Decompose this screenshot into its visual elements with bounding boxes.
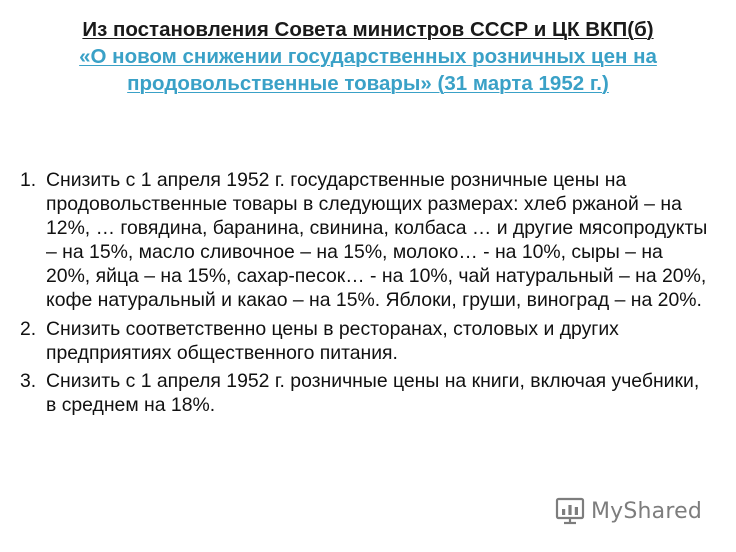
- list-item-number: 3.: [20, 369, 37, 392]
- list-item: [20, 317, 710, 365]
- decree-points-list: [20, 168, 710, 421]
- title-decree-link-line-1[interactable]: «О новом снижении государственных розничных цен на: [79, 45, 657, 68]
- list-item-text: Снизить соответственно цены в ресторанах, столовых и других предприятиях общественного питания.: [46, 317, 619, 364]
- list-item: [20, 168, 710, 313]
- list-item-number: 2.: [20, 317, 37, 340]
- list-item: [20, 369, 710, 417]
- bar-chart-presentation-icon: [555, 496, 585, 526]
- title-decree-source: Из постановления Совета министров СССР и ЦК ВКП(б): [82, 18, 654, 41]
- myshared-watermark: [555, 496, 702, 526]
- list-item-text: Снизить с 1 апреля 1952 г. государственные розничные цены на продовольственные товары в следующих размерах: хлеб ржаной – на 12%, … говядина, баранина, свинина, колбаса … и другие мясопродукты – на 15%, масло сливочное – на 15%, молоко… - на 10%, сыры – на 20%, яйца – на 15%, сахар-песок… - на 10%, чай натуральный – на 20%, кофе натуральный и какао – на 15%. Яблоки, груши, виноград – на 20%.: [46, 169, 708, 312]
- watermark-text: MyShared: [590, 498, 702, 524]
- title-decree-link-line-2[interactable]: продовольственные товары» (31 марта 1952 г.): [127, 72, 609, 95]
- list-item-text: Снизить с 1 апреля 1952 г. розничные цены на книги, включая учебники, в среднем на 18%.: [46, 369, 700, 416]
- slide-title: [14, 16, 722, 97]
- list-item-number: 1.: [20, 169, 37, 191]
